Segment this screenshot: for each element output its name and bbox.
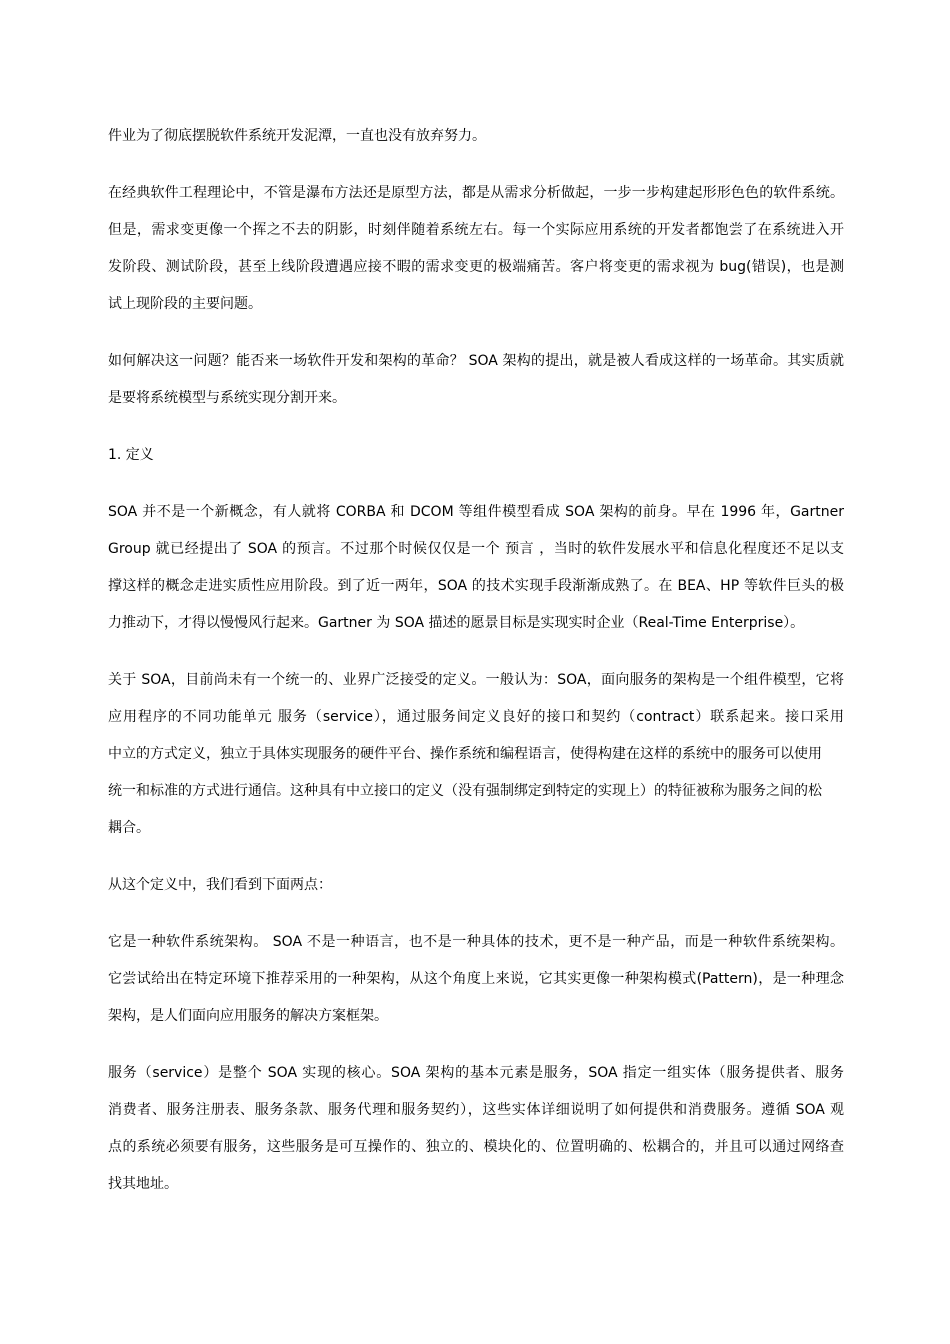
paragraph <box>108 867 844 904</box>
paragraph-gap <box>108 1035 844 1055</box>
paragraph-gap <box>108 417 844 437</box>
text-line: 如何解决这一问题？能否来一场软件开发和架构的革命？ SOA 架构的提出，就是被人看成这样的一场革命。其实质就 <box>108 353 844 369</box>
text-line: 应用程序的不同功能单元 服务（service），通过服务间定义良好的接口和契约（contract）联系起来。接口采用 <box>108 709 844 725</box>
paragraph <box>108 924 844 1035</box>
document-page <box>108 118 844 1203</box>
paragraph <box>108 494 844 642</box>
paragraph <box>108 662 844 847</box>
text-line: 点的系统必须要有服务，这些服务是可互操作的、独立的、模块化的、位置明确的、松耦合的，并且可以通过网络查 <box>108 1139 844 1155</box>
paragraph-gap <box>108 847 844 867</box>
text-line: 统一和标准的方式进行通信。这种具有中立接口的定义（没有强制绑定到特定的实现上）的特征被称为服务之间的松 <box>108 783 822 799</box>
text-line: 但是，需求变更像一个挥之不去的阴影，时刻伴随着系统左右。每一个实际应用系统的开发者都饱尝了在系统进入开 <box>108 222 844 238</box>
paragraph <box>108 437 844 474</box>
text-line: 在经典软件工程理论中，不管是瀑布方法还是原型方法，都是从需求分析做起，一步一步构建起形形色色的软件系统。 <box>108 185 844 201</box>
paragraph <box>108 343 844 417</box>
text-line: Group 就已经提出了 SOA 的预言。不过那个时候仅仅是一个 预言 ，当时的软件发展水平和信息化程度还不足以支 <box>108 541 844 557</box>
text-line: 试上现阶段的主要问题。 <box>108 296 262 312</box>
text-line: 撑这样的概念走进实质性应用阶段。到了近一两年，SOA 的技术实现手段渐渐成熟了。在 BEA、HP 等软件巨头的极 <box>108 578 844 594</box>
text-line: 架构，是人们面向应用服务的解决方案框架。 <box>108 1008 388 1024</box>
text-line: 耦合。 <box>108 820 150 836</box>
paragraph-gap <box>108 904 844 924</box>
paragraph <box>108 175 844 323</box>
paragraph-gap <box>108 474 844 494</box>
text-line: 力推动下，才得以慢慢风行起来。Gartner 为 SOA 描述的愿景目标是实现实时企业（Real-Time Enterprise）。 <box>108 615 805 631</box>
text-line: 发阶段、测试阶段，甚至上线阶段遭遇应接不暇的需求变更的极端痛苦。客户将变更的需求视为 bug(错误)，也是测 <box>108 259 844 275</box>
text-line: 它尝试给出在特定环境下推荐采用的一种架构，从这个角度上来说，它其实更像一种架构模式(Pattern)，是一种理念 <box>108 971 844 987</box>
text-line: 是要将系统模型与系统实现分割开来。 <box>108 390 346 406</box>
paragraph-gap <box>108 323 844 343</box>
paragraph-gap <box>108 642 844 662</box>
text-line: 它是一种软件系统架构。 SOA 不是一种语言，也不是一种具体的技术，更不是一种产品，而是一种软件系统架构。 <box>108 934 844 950</box>
text-line: 中立的方式定义，独立于具体实现服务的硬件平台、操作系统和编程语言，使得构建在这样的系统中的服务可以使用 <box>108 746 822 762</box>
paragraph-gap <box>108 155 844 175</box>
text-line: 1. 定义 <box>108 447 154 463</box>
text-line: 关于 SOA，目前尚未有一个统一的、业界广泛接受的定义。一般认为：SOA，面向服务的架构是一个组件模型，它将 <box>108 672 844 688</box>
text-line: SOA 并不是一个新概念，有人就将 CORBA 和 DCOM 等组件模型看成 SOA 架构的前身。早在 1996 年，Gartner <box>108 504 844 520</box>
paragraph <box>108 1055 844 1203</box>
text-line: 消费者、服务注册表、服务条款、服务代理和服务契约），这些实体详细说明了如何提供和消费服务。遵循 SOA 观 <box>108 1102 844 1118</box>
text-line: 服务（service）是整个 SOA 实现的核心。SOA 架构的基本元素是服务，SOA 指定一组实体（服务提供者、服务 <box>108 1065 844 1081</box>
text-line: 从这个定义中，我们看到下面两点： <box>108 877 332 893</box>
paragraph <box>108 118 844 155</box>
text-line: 件业为了彻底摆脱软件系统开发泥潭，一直也没有放弃努力。 <box>108 128 486 144</box>
text-line: 找其地址。 <box>108 1176 178 1192</box>
